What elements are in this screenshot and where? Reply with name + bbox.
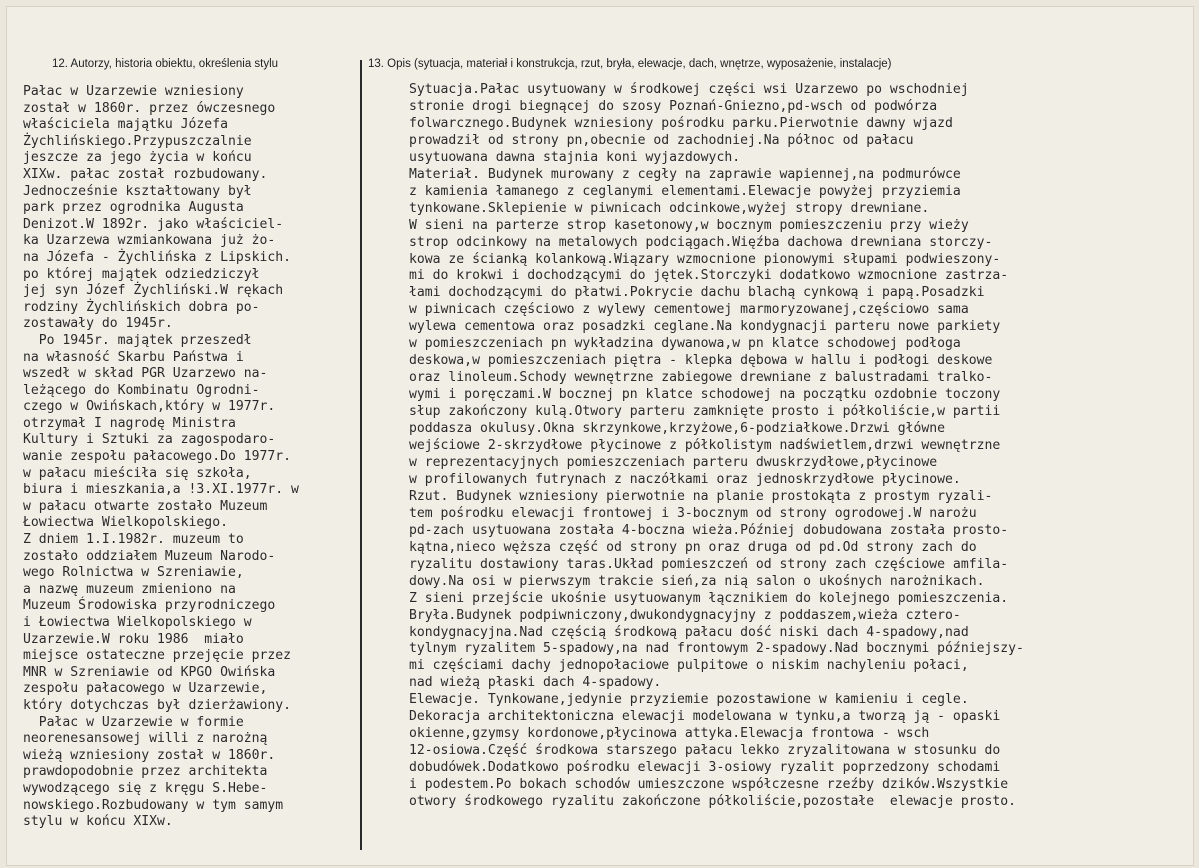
history-line: prawdopodobnie przez architekta	[23, 764, 268, 780]
description-line: folwarcznego.Budynek wzniesiony pośrodku parku.Pierwotnie dawny wjazd	[409, 115, 953, 131]
history-line: wieżą wzniesiony został w 1860r.	[23, 747, 276, 763]
history-line: Denizot.W 1892r. jako właściciel-	[23, 216, 284, 232]
history-line: ka Uzarzewa wzmiankowana już żo-	[23, 233, 276, 249]
history-line: Po 1945r. majątek przeszedł	[23, 332, 252, 348]
history-line: Uzarzewie.W roku 1986 miało	[23, 631, 244, 647]
description-line: wylewa cementowa oraz posadzki ceglane.Na kondygnacji parteru nowe parkiety	[409, 319, 1001, 335]
history-line: wszedł w skład PGR Uzarzewo na-	[23, 366, 268, 382]
history-line: nowskiego.Rozbudowany w tym samym	[23, 797, 284, 813]
description-line: stronie drogi biegnącej do szosy Poznań-Gniezno,pd-wsch od podwórza	[409, 98, 938, 114]
description-line: dowy.Na osi w pierwszym trakcie sień,za nią salon o ukośnych narożnikach.	[409, 573, 985, 589]
history-line: zostało oddziałem Muzeum Narodo-	[23, 548, 276, 564]
history-line: Łowiectwa Wielkopolskiego.	[23, 515, 228, 531]
description-line: otwory środkowego ryzalitu zakończone półkoliście,pozostałe elewacje prosto.	[409, 794, 1016, 810]
history-line: Pałac w Uzarzewie wzniesiony	[23, 84, 244, 99]
history-typed-text	[23, 84, 299, 831]
history-line: Pałac w Uzarzewie w formie	[23, 714, 244, 730]
description-line: w piwnicach częściowo z wylewy cementowej marmoryzowanej,częściowo sama	[409, 302, 969, 318]
description-line: ryzalitu dostawiony taras.Układ pomieszczeń od strony zach częściowe amfila-	[409, 556, 1009, 572]
description-line: i podestem.Po bokach schodów umieszczone współczesne rzeźby dzików.Wszystkie	[409, 777, 1009, 793]
description-line: W sieni na parterze strop kasetonowy,w bocznym pomieszczeniu przy wieży	[409, 217, 969, 233]
history-line: Jednocześnie kształtowany był	[23, 183, 252, 199]
history-line: czego w Owińskach,który w 1977r.	[23, 399, 276, 415]
description-line: kątna,nieco węższa część od strony pn oraz druga od pd.Od strony zach do	[409, 539, 977, 555]
history-line: Z dniem 1.I.1982r. muzeum to	[23, 532, 244, 548]
history-line: został w 1860r. przez ówczesnego	[23, 100, 276, 116]
description-line: Z sieni przejście ukośnie usytuowanym łącznikiem do kolejnego pomieszczenia.	[409, 590, 1009, 606]
history-line: wywodzącego się z kręgu S.Hebe-	[23, 780, 268, 796]
history-line: miejsce ostateczne przejęcie przez	[23, 648, 292, 664]
history-line: jeszcze za jego życia w końcu	[23, 150, 252, 166]
description-line: nad wieżą płaski dach 4-spadowy.	[409, 675, 662, 691]
description-typed-text	[409, 82, 1024, 811]
history-line: Muzeum Środowiska przyrodniczego	[23, 598, 276, 614]
description-line: okienne,gzymsy kordonowe,płycinowa attyka.Elewacja frontowa - wsch	[409, 726, 930, 742]
description-line: 12-osiowa.Część środkowa starszego pałacu lekko zryzalitowana w stosunku do	[409, 743, 1001, 759]
history-line: i Łowiectwa Wielkopolskiego w	[23, 615, 252, 630]
description-line: deskowa,w pomieszczeniach piętra - klepka dębowa w hallu i podłogi deskowe	[409, 353, 993, 369]
history-line: rodziny Żychlińskich dobra po-	[23, 299, 260, 315]
history-line: Żychlińskiego.Przypuszczalnie	[23, 133, 252, 149]
history-line: biura i mieszkania,a !3.XI.1977r. w	[23, 482, 299, 498]
description-line: w pomieszczeniach pn wykładzina dywanowa,w pn klatce schodowej podłoga	[409, 336, 961, 352]
history-line: który dotychczas był dzierżawiony.	[23, 697, 292, 713]
description-line: tynkowane.Sklepienie w piwnicach odcinkowe,wyżej stropy drewniane.	[409, 200, 930, 216]
description-line: tem pośrodku elewacji frontowej i 3-bocznym od strony ogrodowej.W narożu	[409, 505, 977, 521]
history-line: w pałacu otwarte zostało Muzeum	[23, 498, 268, 514]
description-line: łami dochodzącymi do płatwi.Pokrycie dachu blachą cynkową i papą.Posadzki	[409, 285, 985, 301]
description-line: słup zakończony kulą.Otwory parteru zamknięte prosto i półkoliście,w partii	[409, 404, 1001, 420]
section-13-header: 13. Opis (sytuacja, materiał i konstrukcja, rzut, bryła, elewacje, dach, wnętrze, wyposażenie, instalacje)	[368, 58, 892, 70]
description-line: kowa ze ścianką kolankową.Wiązary wzmocnione pionowymi słupami podwieszony-	[409, 251, 1001, 267]
history-line: jej syn Józef Żychliński.W rękach	[23, 283, 284, 299]
description-line: strop odcinkowy na metalowych podciągach.Więźba dachowa drewniana storczy-	[409, 234, 993, 250]
description-line: Elewacje. Tynkowane,jedynie przyziemie pozostawione w kamieniu i cegle.	[409, 692, 969, 708]
history-line: park przez ogrodnika Augusta	[23, 200, 244, 216]
description-line: Rzut. Budynek wzniesiony pierwotnie na planie prostokąta z prostym ryzali-	[409, 488, 993, 504]
history-line: leżącego do Kombinatu Ogrodni-	[23, 382, 260, 398]
history-line: zespołu pałacowego w Uzarzewie,	[23, 681, 268, 697]
description-line: w profilowanych futrynach z naczółkami oraz jednoskrzydłowe płycinowe.	[409, 471, 961, 487]
history-line: na własność Skarbu Państwa i	[23, 349, 244, 365]
description-line: mi do krokwi i dochodzącymi do jętek.Storczyki dodatkowo wzmocnione zastrza-	[409, 268, 1009, 284]
description-line: kondygnacyjna.Nad częścią środkową pałacu dość niski dach 4-spadowy,nad	[409, 624, 969, 640]
description-line: wymi i poręczami.W bocznej pn klatce schodowej na początku ozdobnie toczony	[409, 387, 1001, 403]
history-line: właściciela majątku Józefa	[23, 117, 228, 133]
description-line: mi częściami dachy jednopołaciowe pulpitowe o niskim nachyleniu połaci,	[409, 658, 969, 674]
description-line: Sytuacja.Pałac usytuowany w środkowej części wsi Uzarzewo po wschodniej	[409, 82, 969, 97]
description-line: z kamienia łamanego z ceglanymi elementami.Elewacje powyżej przyziemia	[409, 183, 961, 199]
section-12-header: 12. Autorzy, historia obiektu, określenia stylu	[52, 58, 279, 70]
history-line: wego Rolnictwa w Szreniawie,	[23, 565, 244, 581]
description-line: wejściowe 2-skrzydłowe płycinowe z półkolistym nadświetlem,drzwi wewnętrzne	[409, 438, 1001, 454]
description-line: dobudówek.Dodatkowo pośrodku elewacji 3-osiowy ryzalit poprzedzony schodami	[409, 760, 1001, 776]
description-line: oraz linoleum.Schody wewnętrzne zabiegowe drewniane z balustradami tralko-	[409, 370, 993, 386]
history-line: Kultury i Sztuki za zagospodaro-	[23, 432, 276, 448]
history-line: zostawały do 1945r.	[23, 316, 173, 332]
column-divider	[360, 60, 362, 850]
description-line: poddasza okulusy.Okna skrzynkowe,krzyżowe,6-podziałkowe.Drzwi główne	[409, 421, 946, 437]
description-line: pd-zach usytuowana została 4-boczna wieża.Później dobudowana została prosto-	[409, 522, 1009, 538]
description-line: w reprezentacyjnych pomieszczeniach parteru dwuskrzydłowe,płycinowe	[409, 454, 938, 470]
history-line: po której majątek odziedziczył	[23, 266, 260, 282]
description-line: prowadził od strony pn,obecnie od zachodniej.Na północ od pałacu	[409, 132, 914, 148]
description-line: tylnym ryzalitem 5-spadowy,na nad frontowym 2-spadowy.Nad bocznymi późniejszy-	[409, 641, 1024, 657]
history-line: MNR w Szreniawie od KPGO Owińska	[23, 664, 276, 680]
history-line: a nazwę muzeum zmieniono na	[23, 581, 236, 597]
description-line: Bryła.Budynek podpiwniczony,dwukondygnacyjny z poddaszem,wieża cztero-	[409, 607, 961, 623]
history-line: XIXw. pałac został rozbudowany.	[23, 166, 268, 182]
description-line: Dekoracja architektoniczna elewacji modelowana w tynku,a tworzą ją - opaski	[409, 709, 1001, 725]
description-line: usytuowana dawna stajnia koni wyjazdowych.	[409, 149, 741, 165]
history-line: wanie zespołu pałacowego.Do 1977r.	[23, 449, 292, 465]
history-line: na Józefa - Żychlińska z Lipskich.	[23, 249, 292, 265]
description-line: Materiał. Budynek murowany z cegły na zaprawie wapiennej,na podmurówce	[409, 166, 961, 182]
history-line: neorenesansowej willi z narożną	[23, 731, 268, 747]
history-line: otrzymał I nagrodę Ministra	[23, 415, 236, 431]
history-line: stylu w końcu XIXw.	[23, 814, 173, 830]
history-line: w pałacu mieściła się szkoła,	[23, 465, 252, 481]
